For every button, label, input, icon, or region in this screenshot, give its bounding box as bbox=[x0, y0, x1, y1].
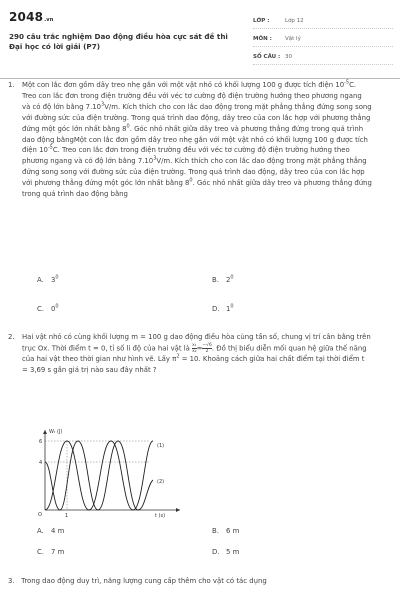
origin-label: O bbox=[38, 512, 42, 518]
meta-value: Lớp 12 bbox=[285, 18, 304, 24]
option-c[interactable]: C. 7 m bbox=[37, 548, 65, 556]
question-number: 3. bbox=[8, 577, 15, 585]
potential-energy-graph bbox=[35, 425, 185, 520]
site-logo[interactable] bbox=[9, 10, 54, 24]
y-arrow-icon bbox=[43, 430, 47, 434]
option-d[interactable]: D. $1^0$ bbox=[212, 303, 234, 313]
option-a[interactable]: A. 4 m bbox=[37, 527, 65, 535]
option-d[interactable]: D. 5 m bbox=[212, 548, 240, 556]
ratio-value-fraction: $\frac{-√6}{2}$ bbox=[202, 342, 212, 354]
option-b[interactable]: B. 6 m bbox=[212, 527, 240, 535]
tick-label: 1 bbox=[65, 513, 69, 519]
meta-row-class bbox=[253, 14, 393, 29]
curve-2-label: (2) bbox=[157, 479, 165, 485]
logo-suffix: .vn bbox=[44, 17, 54, 23]
question-number: 1. bbox=[8, 81, 15, 89]
meta-key: LỚP : bbox=[253, 18, 270, 24]
curve-1 bbox=[45, 441, 153, 510]
meta-value: Vật lý bbox=[285, 36, 301, 42]
question-text: Hai vật nhỏ có cùng khối lượng m = 100 g dao động điều hòa cùng tần số, chung vị trí cân bằng trên trục Ox. Thời điểm t = 0, tỉ số li độ của hai vật là $\frac{\text{x₁}}{\text{x₂}}$ = $\frac{-√6}{2}$ . Đồ thị biểu diễn mối quan hệ giữa thế năng của hai vật theo thời gian như hình vẽ. Lấy $\pi^2 = 10$. Khoảng cách giữa hai chất điểm tại thời điểm t = 3,69 s gần giá trị nào sau đây nhất ? bbox=[22, 333, 371, 375]
option-a[interactable]: A. $3^0$ bbox=[37, 274, 59, 284]
meta-info bbox=[253, 14, 393, 68]
question-2 bbox=[8, 332, 372, 376]
ratio-fraction: $\frac{\text{x₁}}{\text{x₂}}$ bbox=[192, 342, 197, 354]
meta-row-subject bbox=[253, 32, 393, 47]
question-text: Trong dao động duy trì, năng lượng cung cấp thêm cho vật có tác dụng bbox=[21, 577, 267, 585]
option-b[interactable]: B. $2^0$ bbox=[212, 274, 234, 284]
tick-label: 4 bbox=[39, 460, 43, 466]
logo-text: 2048 bbox=[9, 10, 44, 24]
curve-1-label: (1) bbox=[157, 443, 165, 449]
meta-row-count bbox=[253, 50, 393, 65]
page-title: 290 câu trắc nghiệm Dao động điều hòa cực sát đề thi Đại học có lời giải (P7) bbox=[9, 32, 228, 51]
meta-key: SỐ CÂU : bbox=[253, 54, 281, 60]
question-1 bbox=[8, 79, 372, 200]
header bbox=[0, 0, 400, 79]
question-number: 2. bbox=[8, 333, 15, 341]
y-axis-label: Wₜ (J) bbox=[49, 429, 63, 435]
meta-value: 30 bbox=[285, 54, 292, 60]
tick-label: 6 bbox=[39, 439, 43, 445]
question-3 bbox=[8, 577, 267, 585]
x-axis-label: t (s) bbox=[155, 513, 166, 519]
meta-key: MÔN : bbox=[253, 36, 272, 42]
question-text: Một con lắc đơn gồm dây treo nhẹ gắn với một vật nhỏ có khối lượng 100 g được tích điện $10^{-5}C$. Treo con lắc đơn trong điện trường đều với véc tơ cường độ điện trường hướng theo phương ngang và có độ lớn bằng 7.10$^3$V/m. Kích thích cho con lắc dao động trong mặt phẳng thẳng đứng song song với đường sức của điện trường. Trong quá trình dao động, dây treo của con lắc hợp với phương thẳng đứng một góc lớn nhất bằng $8^0$. Góc nhỏ nhất giữa dây treo và phương thẳng đứng trong quá trình dao động bằngMột con lắc đơn gồm dây treo nhẹ gắn với một vật nhỏ có khối lượng 100 g được tích điện $10^{-5}C$. Treo con lắc đơn trong điện trường đều với véc tơ cường độ điện trường hướng theo phương ngang và có độ lớn bằng 7.10$^3$V/m. Kích thích cho con lắc dao động trong mặt phẳng thẳng đứng song song với đường sức của điện trường. Trong quá trình dao động, dây treo của con lắc hợp với phương thẳng đứng một góc lớn nhất bằng $8^0$. Góc nhỏ nhất giữa dây treo và phương thẳng đứng trong quá trình dao động bằng bbox=[22, 79, 372, 199]
option-c[interactable]: C. $0^0$ bbox=[37, 303, 59, 313]
x-arrow-icon bbox=[176, 508, 180, 512]
